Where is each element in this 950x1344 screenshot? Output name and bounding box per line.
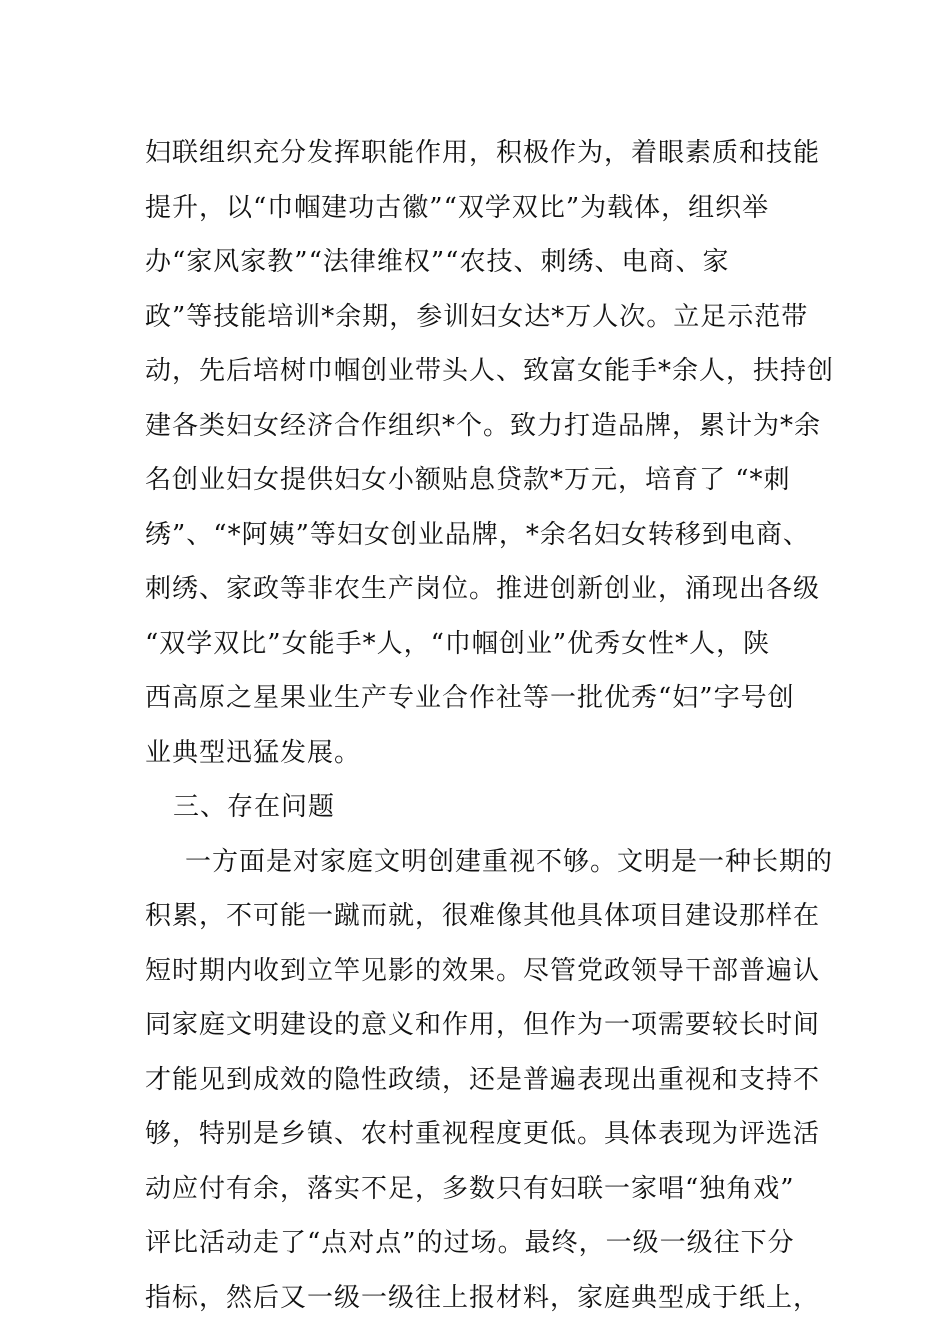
text-line: 指标，然后又一级一级往上报材料，家庭典型成于纸上， xyxy=(145,1282,821,1313)
text-line: 政”等技能培训*余期，参训妇女达*万人次。立足示范带 xyxy=(145,301,809,332)
paragraph-existing-problems xyxy=(145,835,865,1326)
text-line: 刺绣、家政等非农生产岗位。推进创新创业，涌现出各级 xyxy=(145,574,821,604)
text-line: 办“家风家教”“法律维权”“农技、刺绣、电商、家 xyxy=(145,247,730,277)
text-line: 提升，以“巾帼建功古徽”“双学双比”为载体，组织举 xyxy=(145,192,770,223)
text-line: 短时期内收到立竿见影的效果。尽管党政领导干部普遍认 xyxy=(145,955,821,986)
text-line: 绣”、“*阿姨”等妇女创业品牌，*余名妇女转移到电商、 xyxy=(145,519,810,550)
text-line: 动应付有余，落实不足，多数只有妇联一家唱“独角戏” xyxy=(145,1173,795,1204)
paragraph-women-federation-achievements xyxy=(145,126,865,780)
document-body xyxy=(145,126,865,1325)
text-line: 够，特别是乡镇、农村重视程度更低。具体表现为评选活 xyxy=(145,1119,821,1149)
text-line: 评比活动走了“点对点”的过场。最终，一级一级往下分 xyxy=(145,1228,795,1258)
text-line: 妇联组织充分发挥职能作用，积极作为，着眼素质和技能 xyxy=(145,138,821,168)
text-line: 才能见到成效的隐性政绩，还是普遍表现出重视和支持不 xyxy=(145,1064,821,1095)
text-line: 名创业妇女提供妇女小额贴息贷款*万元，培育了 “*刺 xyxy=(145,465,791,495)
text-line: 积累，不可能一蹴而就，很难像其他具体项目建设那样在 xyxy=(145,901,821,931)
text-line: 一方面是对家庭文明创建重视不够。文明是一种长期的 xyxy=(185,846,834,877)
text-line: 动，先后培树巾帼创业带头人、致富女能手*余人，扶持创 xyxy=(145,356,835,386)
text-line: 建各类妇女经济合作组织*个。致力打造品牌，累计为*余 xyxy=(145,410,822,441)
text-line: “双学双比”女能手*人，“巾帼创业”优秀女性*人，陕 xyxy=(145,628,771,659)
text-line: 西高原之星果业生产专业合作社等一批优秀“妇”字号创 xyxy=(145,683,795,713)
section-heading: 三、存在问题 xyxy=(173,792,336,822)
text-line: 业典型迅猛发展。 xyxy=(145,737,362,768)
text-line: 同家庭文明建设的意义和作用，但作为一项需要较长时间 xyxy=(145,1010,821,1040)
